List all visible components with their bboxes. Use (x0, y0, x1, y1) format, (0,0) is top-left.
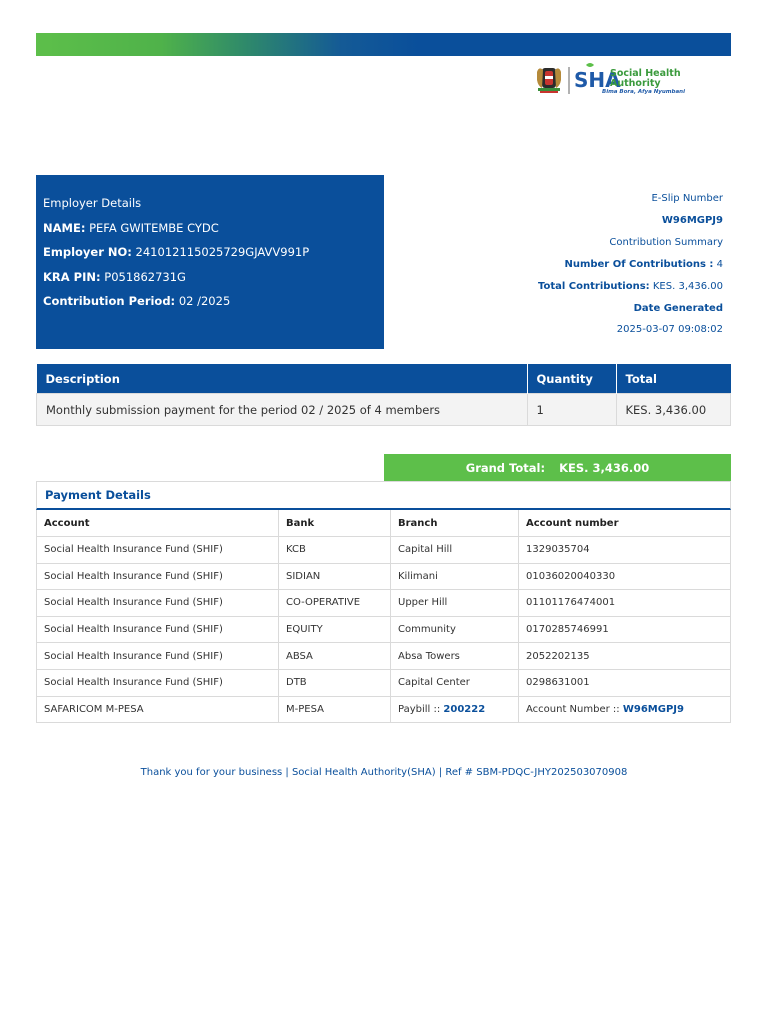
employer-no-row: Employer NO: 241012115025729GJAVV991P (43, 245, 310, 259)
table-row: Social Health Insurance Fund (SHIF) CO-OPERATIVE Upper Hill 01101176474001 (37, 590, 731, 617)
col-description: Description (37, 364, 528, 394)
summary-label: Contribution Summary (609, 236, 723, 248)
payment-details-table: Account Bank Branch Account number Social Health Insurance Fund (SHIF) KCB Capital Hill 1329035704 Social Health Insurance Fund (SHIF) SIDIAN Kilimani 01036020040330 Social Health Insurance Fund (SHIF) CO-OPERATIVE Upper Hill 01101176474001 Social Health Insurance Fund (SHIF) EQUITY Community 0170285746991 Social Health Insurance Fund (SHIF) ABSA Absa Towers 2052202135 Social Health Insurance Fund (SHIF) DTB Capital Center 0298631001 SAFARICOM M-PESA M-PESA Paybill :: 200222 Account Number :: W96MGPJ9 (36, 510, 731, 723)
table-row: Monthly submission payment for the period 02 / 2025 of 4 members 1 KES. 3,436.00 (37, 394, 731, 426)
table-row: Social Health Insurance Fund (SHIF) DTB Capital Center 0298631001 (37, 669, 731, 696)
table-row: Social Health Insurance Fund (SHIF) KCB Capital Hill 1329035704 (37, 537, 731, 564)
num-contributions: Number Of Contributions : 4 (564, 258, 723, 270)
employer-details-panel (36, 175, 384, 349)
svg-text:SHA: SHA (574, 68, 621, 92)
eslip-summary (538, 188, 723, 341)
paybill-number: 200222 (443, 703, 486, 715)
eslip-label: E-Slip Number (651, 193, 723, 204)
kra-pin-row: KRA PIN: P051862731G (43, 269, 186, 284)
employer-heading: Employer Details (43, 196, 142, 210)
mpesa-row: SAFARICOM M-PESA M-PESA Paybill :: 200222 Account Number :: W96MGPJ9 (37, 696, 731, 723)
employer-name: PEFA GWITEMBE CYDC (89, 220, 219, 235)
employer-name-row: NAME: PEFA GWITEMBE CYDC (43, 220, 219, 235)
logo-tagline: Bima Bora, Afya Nyumbani (602, 89, 685, 95)
contribution-period: 02 /2025 (178, 294, 231, 308)
col-quantity: Quantity (527, 364, 616, 394)
description-table (36, 364, 731, 426)
grand-total-value: KES. 3,436.00 (559, 460, 650, 475)
col-total: Total (616, 364, 731, 394)
sha-logo (534, 62, 709, 100)
header-gradient-bar (36, 33, 731, 56)
date-generated: 2025-03-07 09:08:02 (616, 324, 723, 336)
grand-total-label: Grand Total: (465, 460, 546, 475)
grand-total-bar (384, 454, 731, 481)
table-row: Social Health Insurance Fund (SHIF) EQUITY Community 0170285746991 (37, 616, 731, 643)
table-row: Social Health Insurance Fund (SHIF) ABSA Absa Towers 2052202135 (37, 643, 731, 670)
employer-no: 241012115025729GJAVV991P (135, 245, 310, 259)
mpesa-account-number: W96MGPJ9 (622, 703, 684, 715)
date-generated-label: Date Generated (633, 302, 723, 314)
kra-pin: P051862731G (104, 269, 186, 284)
eslip-number: W96MGPJ9 (661, 214, 723, 226)
total-contributions: Total Contributions: KES. 3,436.00 (537, 280, 723, 292)
contribution-period-row: Contribution Period: 02 /2025 (43, 294, 231, 308)
table-row: Social Health Insurance Fund (SHIF) SIDIAN Kilimani 01036020040330 (37, 563, 731, 590)
logo-name: Social Health Authority (610, 68, 681, 89)
footer-text: Thank you for your business | Social Health Authority(SHA) | Ref # SBM-PDQC-JHY202503070908 (140, 767, 628, 778)
payment-details-title: Payment Details (36, 481, 731, 510)
